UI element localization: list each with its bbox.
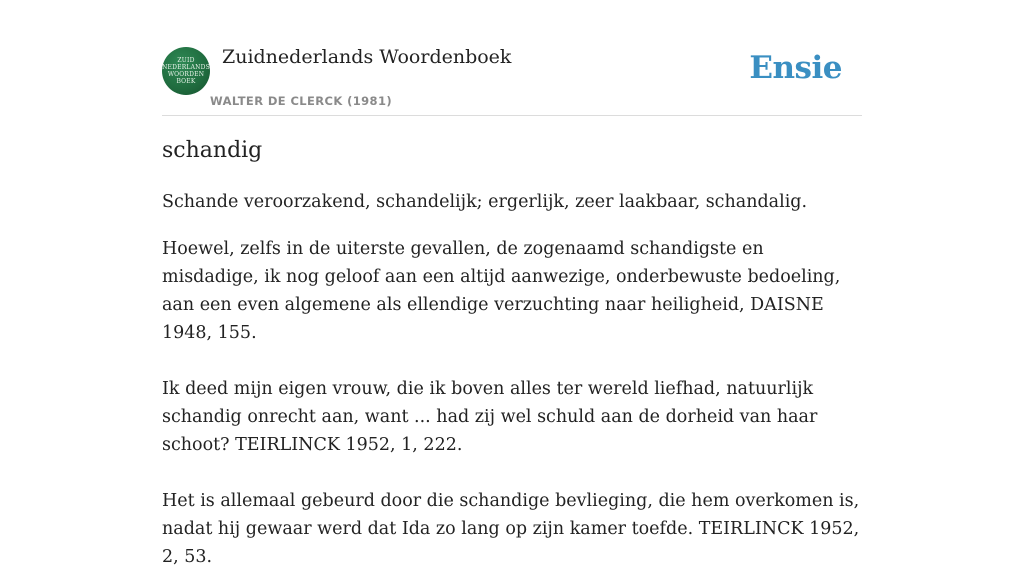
logo-line: WOORDEN: [167, 71, 205, 78]
header: [162, 44, 862, 116]
quote-text: Ik deed mijn eigen vrouw, die ik boven alles ter wereld liefhad, natuurlijk schandig onrecht aan, want ... had zij wel schuld aan de dorheid van haar schoot? TEIRLINCK 1952, 1, 222.: [162, 379, 818, 455]
quote-text: Het is allemaal gebeurd door die schandige bevlieging, die hem overkomen is, nadat hij gewaar werd dat Ida zo lang op zijn kamer toefde. TEIRLINCK 1952, 2, 53.: [162, 491, 860, 567]
dictionary-title-link[interactable]: Zuidnederlands Woordenboek: [222, 46, 512, 68]
ensie-brand-link[interactable]: Ensie: [749, 50, 842, 86]
quote-text: Hoewel, zelfs in de uiterste gevallen, de zogenaamd schandigste en misdadige, ik nog geloof aan een altijd aanwezige, onderbewuste bedoeling, aan een even algemene als ellendige verzuchting naar heiligheid, DAISNE 1948, 155.: [162, 239, 841, 343]
definition-text: Schande veroorzakend, schandelijk; ergerlijk, zeer laakbaar, schandalig.: [162, 192, 808, 212]
headword: schandig: [162, 138, 263, 163]
logo-line: BOEK: [176, 78, 196, 85]
logo-line: ZUID: [177, 57, 195, 64]
logo-line: NEDERLANDS: [162, 64, 210, 71]
page: [162, 0, 862, 571]
dictionary-logo[interactable]: [162, 47, 210, 95]
dictionary-author: WALTER DE CLERCK (1981): [210, 94, 393, 108]
